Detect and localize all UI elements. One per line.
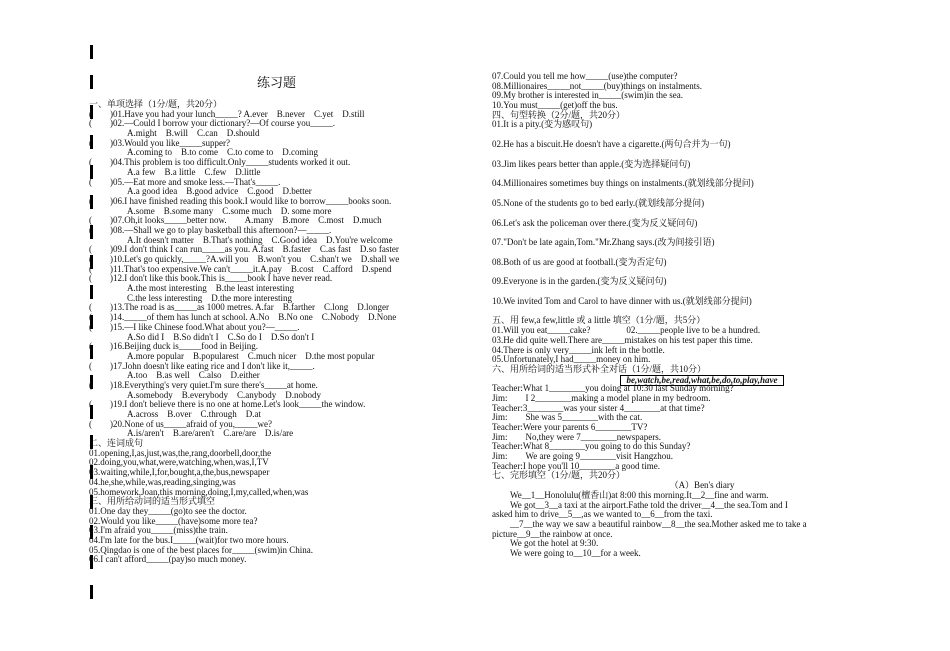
exercise-line: A.somebody B.everybody C.anybody D.nobody <box>127 389 321 400</box>
cloze-line: We were going to__10__for a week. <box>492 547 641 558</box>
transform-sentence: 04.Millionaires sometimes buy things on instalments.(就划线部分提问) <box>492 178 754 189</box>
cloze-line: __7__the way we saw a beautiful rainbow__8__the sea.Mother asked me to take a <box>492 518 807 529</box>
dialogue-line: Teacher:What 8________you going to do this Sunday? <box>492 441 691 452</box>
exercise-line: A.is/aren't B.are/aren't C.are/are D.is/are <box>127 428 294 439</box>
dialogue-line: Jim: No,they were 7________newspapers. <box>492 431 661 442</box>
exercise-line: 01.It is a pity.(变为感叹句) <box>492 119 593 130</box>
exercise-line: 五、用 few,a few,little 或 a little 填空（1分/题，共5分） <box>492 315 706 326</box>
exercise-line: A.some B.some many C.some much D. some more <box>127 205 332 216</box>
exercise-line: A.too B.as well C.also D.either <box>127 370 260 381</box>
cloze-line: We got the hotel at 9:30. <box>492 538 599 549</box>
exercise-line: 01.opening,I,as,just,was,the,rang,doorbell,door,the <box>89 447 272 458</box>
transform-sentence: 03.Jim likes pears better than apple.(变为选择疑问句) <box>492 158 691 169</box>
dialogue-line: Teacher:I hope you'll 10________a good time. <box>492 460 660 471</box>
dialogue-line: 七、完形填空（1分/题，共20分） <box>492 470 626 481</box>
dialogue-line: Jim: We are going 9________visit Hangzhou. <box>492 451 674 462</box>
exercise-line: 02.Would you like_____(have)some more tea? <box>89 515 258 526</box>
exercise-line: 一、单项选择（1分/题，共20分） <box>89 99 223 109</box>
exercise-line: 08.Millionaires_____not_____(buy)things on instalments. <box>492 80 702 91</box>
page-title: 练习题 <box>257 75 297 90</box>
exercise-line: 三、用所给动词的适当形式填空 <box>89 496 216 507</box>
exercise-line: ( )05.—Eat more and smoke less.—That's_____. <box>89 176 281 187</box>
exercise-line: 四、句型转换（2分/题，共20分） <box>492 109 626 120</box>
exercise-line: ( )14._____of them has lunch at school. A.No B.No one C.Nobody D.None <box>89 312 397 323</box>
exercise-line: 07.Could you tell me how_____(use)the computer? <box>492 71 678 81</box>
exercise-line: ( )09.I don't think I can run_____as you. A.fast B.faster C.as fast D.so faster <box>89 244 399 255</box>
cloze-line: We__1__Honolulu(檀香山)at 8:00 this morning.It__2__fine and warm. <box>492 489 769 500</box>
exercise-line: 05.Qingdao is one of the best places for_____(swim)in China. <box>89 544 313 555</box>
exercise-line: ( )01.Have you had your lunch_____? A.ever B.never C.yet D.still <box>89 108 365 119</box>
exercise-line: 05.Unfortunately,I had_____money on him. <box>492 354 651 365</box>
exercise-line: A.So did I B.So didn't I C.So do I D.So don't I <box>127 331 315 342</box>
transform-sentence: 05.None of the students go to bed early.(就划线部分提问) <box>492 197 705 208</box>
cloze-title: （A）Ben's diary <box>669 480 735 491</box>
dialogue-line: Jim: I 2________making a model plane in my bedroom. <box>492 392 711 403</box>
exercise-line: ( )17.John doesn't like eating rice and I don't like it,_____. <box>89 360 315 371</box>
cloze-line: We got__3__a taxi at the airport.Fathe told the driver__4__the sea.Tom and I <box>492 499 788 510</box>
exercise-line: 01.One day they_____(go)to see the doctor. <box>89 505 247 516</box>
exercise-line: 04.I'm late for the bus.I_____(wait)for two more hours. <box>89 534 289 545</box>
exercise-line: A.a few B.a little C.few D.little <box>127 166 261 177</box>
exercise-line: 二、连词成句 <box>89 438 144 449</box>
exercise-line: A.more popular B.popularest C.much nicer D.the most popular <box>127 350 375 361</box>
exercise-line: ( )02.—Could I borrow your dictionary?—Of course you_____. <box>89 118 335 129</box>
exercise-line: A.the most interesting B.the least interesting <box>127 283 294 294</box>
exercise-line: 01.Will you eat_____cake? 02._____people live to be a hundred. <box>492 325 761 336</box>
cloze-line: asked him to drive__5__,as we wanted to__6__from the taxi. <box>492 509 713 520</box>
exercise-line: ( )10.Let's go quickly,_____?A.will you B.won't you C.shan't we D.shall we <box>89 254 400 264</box>
exercise-line: ( )07.Oh,it looks_____better now. A.many B.more C.most D.much <box>89 215 382 226</box>
transform-sentence: 06.Let's ask the policeman over there.(变为反义疑问句) <box>492 217 698 228</box>
exercise-line: 03.I'm afraid you_____(miss)the train. <box>89 525 228 536</box>
exercise-line: ( )13.The road is as_____as 1000 metres. A.far B.farther C.long D.longer <box>89 302 389 313</box>
exercise-line: ( )04.This problem is too difficult.Only_____students worked it out. <box>89 157 351 168</box>
exercise-line: 04.There is only very_____ink left in the bottle. <box>492 344 665 355</box>
exercise-line: ( )03.Would you like_____supper? <box>89 137 231 148</box>
exercise-line: ( )08.—Shall we go to play basketball this afternoon?—_____. <box>89 224 332 235</box>
dialogue-line: Jim: She was 5________with the cat. <box>492 412 643 423</box>
word-box: be,watch,be,read,what,be,do,to,play,have <box>620 375 785 387</box>
exercise-line: 03.He did quite well.There are_____mistakes on his test paper this time. <box>492 334 753 345</box>
right-column <box>492 72 912 559</box>
left-column <box>89 100 474 565</box>
exercise-line: 02.doing,you,what,were,watching,when,was,I,TV <box>89 457 269 468</box>
exercise-line: ( )06.I have finished reading this book.I would like to borrow_____books soon. <box>89 195 392 206</box>
exercise-line: ( )15.—I like Chinese food.What about you?—_____. <box>89 321 300 332</box>
exercise-line: ( )16.Beijing duck is_____food in Beijing. <box>89 341 258 352</box>
exercise-line: 05.homework,Joan,this morning,doing,I,my,called,when,was <box>89 486 309 497</box>
dialogue-line: Teacher:What 1________you doing at 10:30 last Sunday morning? <box>492 383 734 394</box>
exercise-line: 10.You must_____(get)off the bus. <box>492 100 618 111</box>
exercise-line: ( )11.That's too expensive.We can't_____it.A.pay B.cost C.afford D.spend <box>89 263 392 274</box>
exercise-line: ( )18.Everything's very quiet.I'm sure there's_____at home. <box>89 379 318 390</box>
exercise-line: ( )19.I don't believe there is no one at home.Let's look_____the window. <box>89 399 366 410</box>
exercise-line: A.a good idea B.good advice C.good D.better <box>127 186 312 197</box>
exercise-line: 03.waiting,while,I,for,bought,a,the,bus,newspaper <box>89 467 270 478</box>
exercise-line: 六、用所给词的适当形式补全对话（1分/题，共10分） <box>492 363 707 374</box>
transform-sentence: 09.Everyone is in the garden.(变为反义疑问句) <box>492 276 667 287</box>
exercise-line: C.the less interesting D.the more interesting <box>127 292 292 303</box>
exercise-line: ( )20.None of us_____afraid of you,_____we? <box>89 418 272 429</box>
exercise-line: 09.My brother is interested in_____(swim)in the sea. <box>492 90 683 101</box>
cloze-line: picture__9__the rainbow at once. <box>492 528 613 539</box>
transform-sentence: 10.We invited Tom and Carol to have dinner with us.(就划线部分提问) <box>492 295 752 306</box>
exercise-line: A.might B.will C.can D.should <box>127 128 260 139</box>
exercise-line: ( )12.I don't like this book.This is_____book I have never read. <box>89 273 333 284</box>
dialogue-line: Teacher:Were your parents 6________TV? <box>492 422 648 433</box>
transform-sentence: 08.Both of us are good at football.(变为否定句) <box>492 256 667 267</box>
exercise-line: 06.I can't afford_____(pay)so much money. <box>89 554 247 565</box>
transform-sentence: 07."Don't be late again,Tom."Mr.Zhang says.(改为间接引语) <box>492 237 715 248</box>
dialogue-line: Teacher:3________was your sister 4________at that time? <box>492 402 705 413</box>
exercise-line: A.It doesn't matter B.That's nothing C.Good idea D.You're welcome <box>127 234 393 245</box>
exercise-line: A.coming to B.to come C.to come to D.coming <box>127 147 318 158</box>
transform-sentence: 02.He has a biscuit.He doesn't have a cigarette.(两句合并为一句) <box>492 139 731 150</box>
exercise-line: A.across B.over C.through D.at <box>127 409 261 419</box>
exercise-line: 04.he,she,while,was,reading,singing,was <box>89 476 236 487</box>
